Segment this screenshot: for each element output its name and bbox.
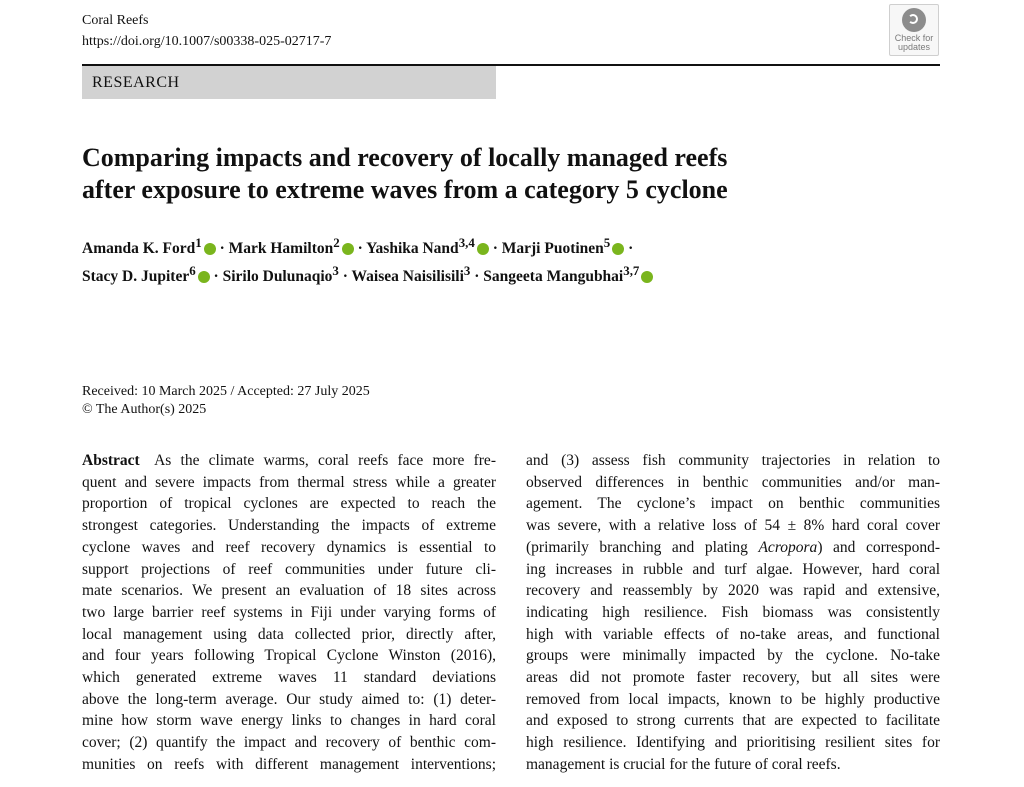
abstract-line: indicating high resilience. Fish biomass was consistently xyxy=(526,603,940,621)
orcid-icon[interactable] xyxy=(641,271,653,283)
author-name: Sirilo Dulunaqio xyxy=(222,268,333,286)
author-name: Sangeeta Mangubhai xyxy=(483,268,624,286)
abstract-line: support projections of reef communities under future cli- xyxy=(82,560,496,578)
orcid-icon[interactable] xyxy=(342,243,354,255)
copyright-notice: © The Author(s) 2025 xyxy=(82,402,207,417)
author-list: Amanda K. Ford$^1$ · Mark Hamilton$^2$ · Yashika Nand$^{3,4}$ · Marji Puotinen$^5$ · Stacy D. Jupiter$^6$ · Sirilo Dulunaqio$^3$ · Waisea Naisilisili$^3$ · Sangeeta Mangubhai$^{3,7}$ xyxy=(82,232,942,288)
author-affiliation: 3 xyxy=(332,263,339,279)
abstract-column-left xyxy=(82,450,496,776)
abstract-line: above the long-term average. Our study aimed to: (1) deter- xyxy=(82,690,496,708)
abstract-line: local management using data collected prior, directly after, xyxy=(82,625,496,643)
title-line-1: Comparing impacts and recovery of locally managed reefs xyxy=(82,143,728,172)
author-name: Amanda K. Ford xyxy=(82,240,196,258)
abstract-line: mine how storm wave energy links to changes in hard coral xyxy=(82,712,496,730)
author-affiliation: 2 xyxy=(333,235,340,250)
author-name: Mark Hamilton xyxy=(228,240,334,258)
abstract-line: mate scenarios. We present an evaluation of 18 sites across xyxy=(82,582,496,600)
title-line-2: after exposure to extreme waves from a category 5 cyclone xyxy=(82,175,728,204)
abstract-line: strongest categories. Understanding the impacts of extreme xyxy=(82,517,496,535)
orcid-icon[interactable] xyxy=(198,271,210,283)
abstract-line: was severe, with a relative loss of 54 ± 8% hard coral cover xyxy=(526,517,940,535)
abstract-line: areas did not promote faster recovery, but all sites were xyxy=(526,669,940,687)
abstract-line: quent and severe impacts from thermal stress while a greater xyxy=(82,473,496,491)
author-name: Yashika Nand xyxy=(366,240,459,258)
abstract-line: and (3) assess fish community trajectories in relation to xyxy=(526,452,940,469)
abstract-line: and four years following Tropical Cyclone Winston (2016), xyxy=(82,647,496,665)
abstract-line: high resilience. Identifying and prioritising resilient sites for xyxy=(526,734,940,752)
section-label: RESEARCH xyxy=(92,74,180,91)
abstract-line xyxy=(82,450,496,472)
abstract-line: management is crucial for the future of coral reefs. xyxy=(526,755,841,773)
author-affiliation: 3,4 xyxy=(458,235,475,250)
abstract-line: two large barrier reef systems in Fiji under varying forms of xyxy=(82,603,496,621)
doi-link[interactable]: https://doi.org/10.1007/s00338-025-02717-7 xyxy=(82,34,332,49)
abstract-line: high with variable effects of no-take areas, and functional xyxy=(526,625,940,643)
badge-line-2: updates xyxy=(897,42,931,52)
article-title xyxy=(82,142,902,206)
journal-name: Coral Reefs xyxy=(82,13,149,28)
author-name: Waisea Naisilisili xyxy=(351,268,464,286)
abstract-line: munities on reefs with different management interventions; xyxy=(82,755,496,773)
orcid-icon[interactable] xyxy=(612,243,624,255)
abstract-label: Abstract xyxy=(82,452,140,469)
abstract-line: (primarily branching and plating Acropora) and correspond- xyxy=(526,538,940,556)
author-affiliation: 3 xyxy=(463,263,471,279)
abstract-line: recovery and reassembly by 2020 was rapid and extensive, xyxy=(526,582,940,600)
abstract-line: groups were minimally impacted by the cyclone. No-take xyxy=(526,647,940,665)
abstract-line-text: As the climate warms, coral reefs face more fre- xyxy=(154,452,496,469)
author-affiliation: 6 xyxy=(189,263,196,279)
abstract-line: and exposed to strong currents that are expected to facilitate xyxy=(526,712,940,730)
abstract-line: removed from local impacts, known to be highly productive xyxy=(526,690,940,708)
abstract-line: ing increases in rubble and turf algae. However, hard coral xyxy=(526,560,940,578)
abstract-column-right xyxy=(526,450,940,776)
author-name: Stacy D. Jupiter xyxy=(82,268,190,286)
author-affiliation: 1 xyxy=(195,235,202,250)
author-affiliation: 5 xyxy=(603,235,611,250)
badge-text xyxy=(890,34,938,52)
check-updates-icon xyxy=(902,8,926,32)
abstract-line: cyclone waves and reef recovery dynamics is essential to xyxy=(82,538,496,556)
abstract-line: proportion of tropical cyclones are expected to reach the xyxy=(82,495,496,513)
abstract-line: observed differences in benthic communities and/or man- xyxy=(526,473,940,491)
badge-line-1: Check for xyxy=(894,33,934,43)
author-name: Marji Puotinen xyxy=(501,240,604,258)
check-for-updates-badge[interactable] xyxy=(889,4,939,56)
received-accepted-dates: Received: 10 March 2025 / Accepted: 27 July 2025 xyxy=(82,384,370,399)
author-affiliation: 3,7 xyxy=(623,263,640,279)
abstract-line: cover; (2) quantify the impact and recovery of benthic com- xyxy=(82,734,496,752)
abstract-line: which generated extreme waves 11 standard deviations xyxy=(82,669,496,687)
abstract-line: agement. The cyclone’s impact on benthic communities xyxy=(526,495,940,513)
orcid-icon[interactable] xyxy=(477,243,489,255)
orcid-icon[interactable] xyxy=(204,243,216,255)
